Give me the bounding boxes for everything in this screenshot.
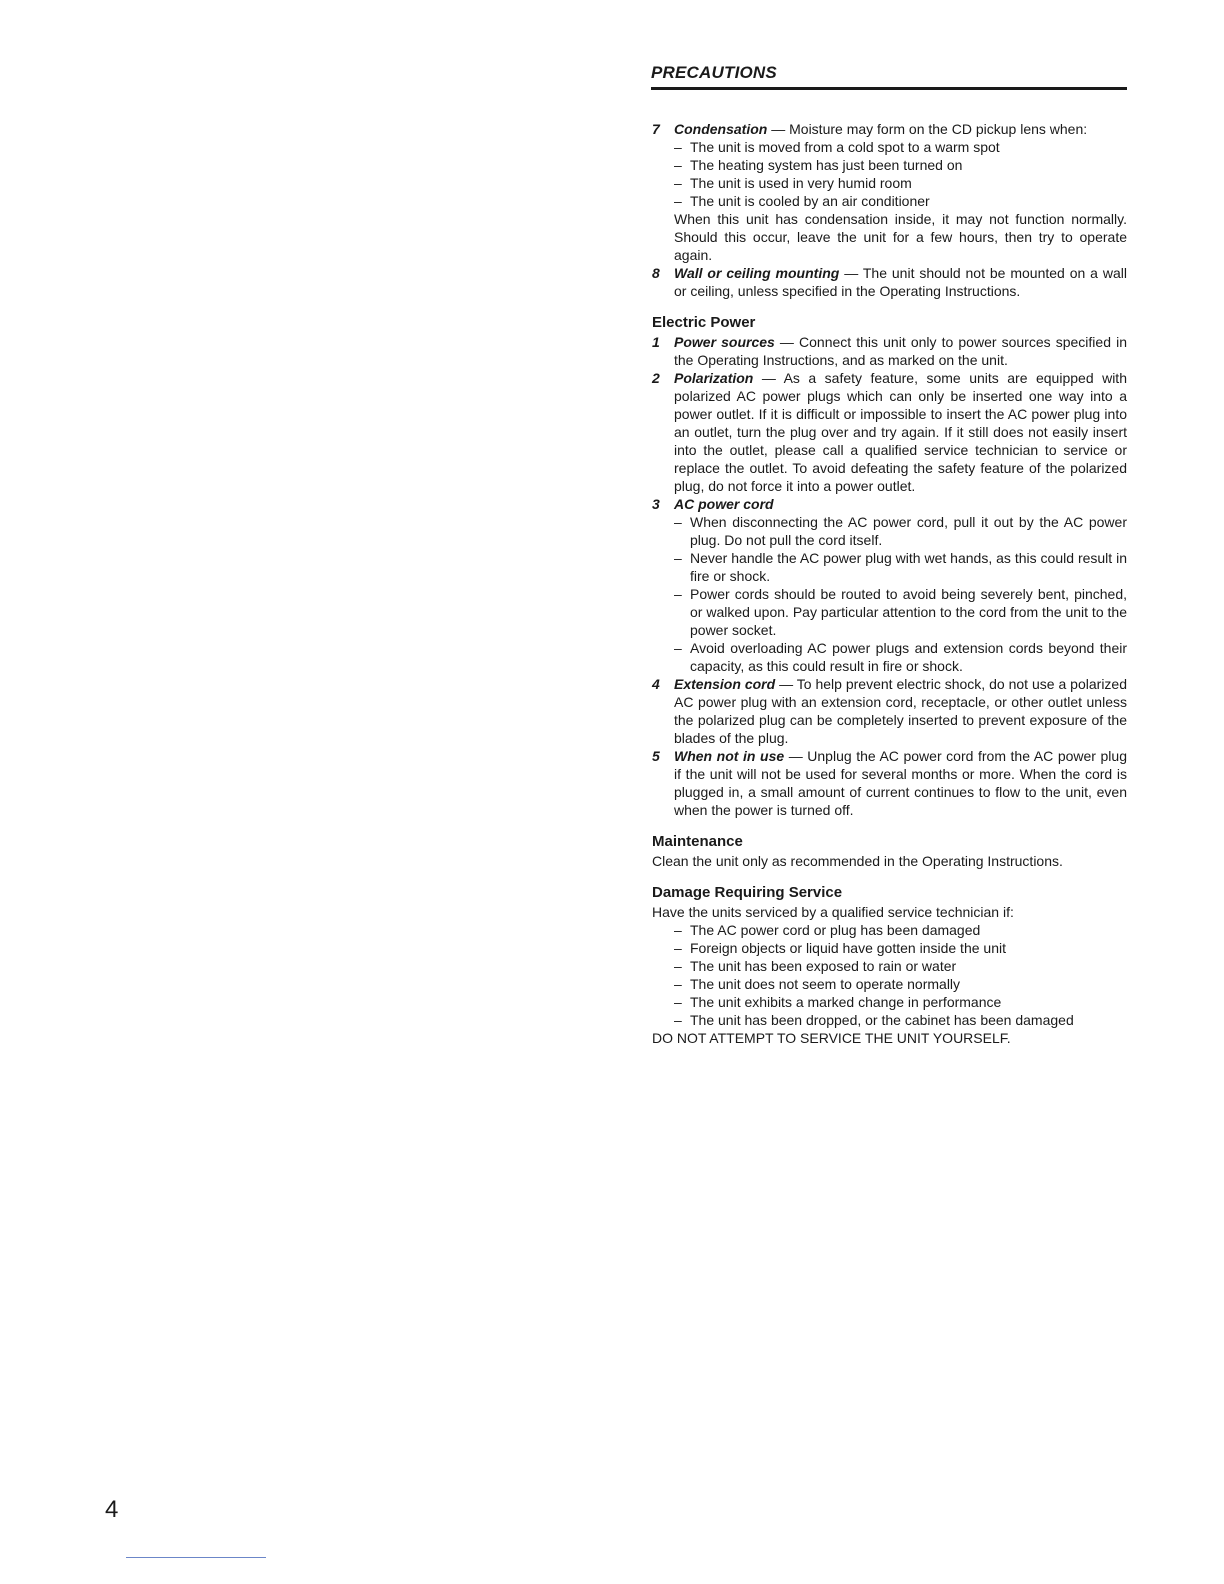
service-warning: DO NOT ATTEMPT TO SERVICE THE UNIT YOURSELF. — [652, 1030, 1011, 1046]
item-term: Power sources — [674, 334, 775, 350]
item-term: Extension cord — [674, 676, 776, 692]
item-term: Condensation — [674, 121, 768, 137]
list-item: – The unit is used in very humid room — [674, 174, 1127, 192]
item-polarization — [652, 369, 1127, 495]
item-number: 5 — [652, 748, 660, 764]
section-damage-service — [652, 883, 1127, 1047]
item-text: — To help prevent electric shock, do not use a polarized AC power plug with an extension cord, receptacle, or other outlet unless the polarized plug can be completely inserted to prevent exposure of the blades of the plug. — [674, 676, 1127, 746]
page-number: 4 — [105, 1496, 119, 1523]
item-number: 2 — [652, 370, 660, 386]
item-power-sources — [652, 333, 1127, 369]
list-item: – Avoid overloading AC power plugs and extension cords beyond their capacity, as this could result in fire or shock. — [674, 639, 1127, 675]
item-ac-power-cord — [652, 495, 1127, 675]
item-number: 7 — [652, 121, 660, 137]
item-text: — As a safety feature, some units are equipped with polarized AC power plugs which can only be inserted one way into a power outlet. If it is difficult or impossible to insert the AC power plug into an outlet, turn the plug over and try again. If it still does not easily insert into the outlet, please call a qualified service technician to service or replace the outlet. To avoid defeating the safety feature of the polarized plug, do not force it into a power outlet. — [674, 370, 1127, 494]
list-item: – The heating system has just been turned on — [674, 156, 1127, 174]
maintenance-text: Clean the unit only as recommended in the Operating Instructions. — [652, 853, 1063, 869]
section-maintenance — [652, 832, 1127, 870]
list-item: – The AC power cord or plug has been damaged — [674, 921, 1127, 939]
item-text: — Unplug the AC power cord from the AC power plug if the unit will not be used for several months or more. When the cord is plugged in, a small amount of current continues to flow to the unit, even when the power is turned off. — [674, 748, 1127, 818]
item-text: — The unit should not be mounted on a wall or ceiling, unless specified in the Operating Instructions. — [674, 265, 1127, 299]
item-number: 4 — [652, 676, 660, 692]
list-item: – The unit has been dropped, or the cabinet has been damaged — [674, 1011, 1127, 1029]
list-item: – Never handle the AC power plug with wet hands, as this could result in fire or shock. — [674, 549, 1127, 585]
item-text: — Connect this unit only to power sources specified in the Operating Instructions, and as marked on the unit. — [674, 334, 1127, 368]
list-item: – The unit has been exposed to rain or water — [674, 957, 1127, 975]
list-item: – The unit is moved from a cold spot to a warm spot — [674, 138, 1127, 156]
damage-intro: Have the units serviced by a qualified service technician if: — [652, 904, 1014, 920]
page-title: PRECAUTIONS — [651, 63, 777, 82]
item-term: Polarization — [674, 370, 754, 386]
condensation-list — [674, 138, 1127, 210]
list-item: – The unit does not seem to operate normally — [674, 975, 1127, 993]
ac-power-cord-list — [674, 513, 1127, 675]
section-heading: Maintenance — [652, 833, 743, 850]
item-when-not-in-use — [652, 747, 1127, 819]
precautions-content — [652, 120, 1127, 1047]
list-item: – The unit exhibits a marked change in performance — [674, 993, 1127, 1011]
item-text: — Moisture may form on the CD pickup lens when: — [767, 121, 1088, 137]
item-number: 8 — [652, 265, 660, 281]
item-term: Wall or ceiling mounting — [674, 265, 840, 281]
section-heading: Electric Power — [652, 314, 756, 331]
title-rule — [651, 87, 1127, 90]
item-condensation — [652, 120, 1127, 264]
bottom-divider — [126, 1557, 266, 1558]
condensation-note: When this unit has condensation inside, it may not function normally. Should this occur, leave the unit for a few hours, then try to operate again. — [674, 211, 1127, 263]
item-wall-mounting — [652, 264, 1127, 300]
list-item: – Foreign objects or liquid have gotten inside the unit — [674, 939, 1127, 957]
section-heading: Damage Requiring Service — [652, 884, 843, 901]
list-item: – When disconnecting the AC power cord, pull it out by the AC power plug. Do not pull the cord itself. — [674, 513, 1127, 549]
section-electric-power — [652, 313, 1127, 819]
item-number: 1 — [652, 334, 660, 350]
item-term: AC power cord — [674, 496, 774, 512]
list-item: – The unit is cooled by an air conditioner — [674, 192, 1127, 210]
item-extension-cord — [652, 675, 1127, 747]
list-item: – Power cords should be routed to avoid being severely bent, pinched, or walked upon. Pay particular attention to the cord from the unit to the power socket. — [674, 585, 1127, 639]
item-term: When not in use — [674, 748, 785, 764]
item-number: 3 — [652, 496, 660, 512]
damage-list — [652, 921, 1127, 1029]
